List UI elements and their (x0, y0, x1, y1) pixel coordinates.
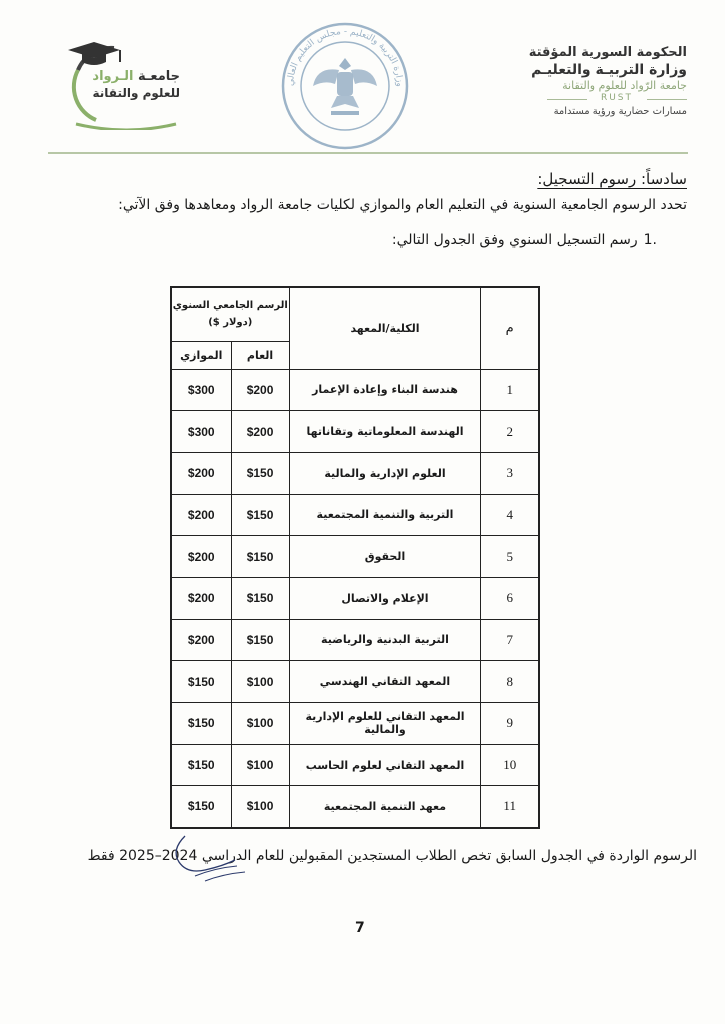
rust-row (487, 93, 687, 105)
table-row (171, 619, 539, 661)
table-row (171, 703, 539, 745)
row-number: 3 (481, 452, 539, 494)
row-number: 7 (481, 619, 539, 661)
header-org-block (487, 44, 687, 119)
row-faculty: التربية البدنية والرياضية (289, 619, 481, 661)
table-row (171, 452, 539, 494)
ministry-seal-icon (275, 16, 415, 156)
header-annual-fee: الرسم الجامعي السنوي (دولار $) (171, 287, 289, 341)
list-item-number: .1 (643, 232, 657, 248)
ministry-name: وزارة التربيـة والتعليـم (531, 62, 687, 78)
row-public-fee: $100 (231, 744, 289, 786)
handwritten-signature-icon (165, 832, 260, 884)
table-row (171, 786, 539, 828)
row-parallel-fee: $200 (171, 577, 231, 619)
row-faculty: معهد التنمية المجتمعية (289, 786, 481, 828)
fees-table (170, 286, 540, 829)
section-title: سادساً: رسوم التسجيل: (537, 170, 687, 188)
list-item-text: رسم التسجيل السنوي وفق الجدول التالي: (391, 232, 638, 248)
row-faculty: الإعلام والاتصال (289, 577, 481, 619)
row-parallel-fee: $200 (171, 536, 231, 578)
row-parallel-fee: $200 (171, 494, 231, 536)
table-row (171, 536, 539, 578)
row-faculty: الهندسة المعلوماتية وتقاناتها (289, 411, 481, 453)
logo-wordmark (80, 68, 180, 101)
row-public-fee: $100 (231, 786, 289, 828)
row-parallel-fee: $300 (171, 369, 231, 411)
university-name: جامعة الرّواد للعلوم والتقانة (562, 79, 687, 92)
row-public-fee: $200 (231, 411, 289, 453)
seal-text: وزارة التربية والتعليم - مجلس التعليم العالي (285, 26, 405, 87)
row-number: 11 (481, 786, 539, 828)
header-faculty: الكلية/المعهد (289, 287, 481, 369)
table-row (171, 369, 539, 411)
rust-divider-right (647, 99, 687, 100)
row-parallel-fee: $150 (171, 744, 231, 786)
row-parallel-fee: $150 (171, 786, 231, 828)
header-divider (48, 152, 688, 154)
logo-line-1: جامعـة الـرواد (92, 69, 180, 84)
table-header-row (171, 287, 539, 341)
row-parallel-fee: $150 (171, 703, 231, 745)
row-faculty: العلوم الإدارية والمالية (289, 452, 481, 494)
row-number: 9 (481, 703, 539, 745)
row-faculty: الحقوق (289, 536, 481, 578)
row-faculty: التربية والتنمية المجتمعية (289, 494, 481, 536)
table-row (171, 744, 539, 786)
row-number: 5 (481, 536, 539, 578)
row-number: 8 (481, 661, 539, 703)
row-public-fee: $150 (231, 619, 289, 661)
row-number: 1 (481, 369, 539, 411)
row-public-fee: $150 (231, 494, 289, 536)
list-item-1 (392, 232, 657, 248)
header-parallel: الموازي (171, 341, 231, 369)
row-public-fee: $150 (231, 577, 289, 619)
header-public: العام (231, 341, 289, 369)
page-number: 7 (355, 920, 365, 936)
row-public-fee: $100 (231, 703, 289, 745)
intro-paragraph: تحدد الرسوم الجامعية السنوية في التعليم العام والموازي لكليات جامعة الرواد ومعاهدها وفق الآتي: (118, 197, 687, 213)
row-faculty: المعهد التقاني الهندسي (289, 661, 481, 703)
row-faculty: المعهد التقاني للعلوم الإدارية والمالية (289, 703, 481, 745)
government-name: الحكومة السورية المؤقتة (528, 45, 687, 60)
table-row (171, 661, 539, 703)
table-row (171, 411, 539, 453)
row-parallel-fee: $300 (171, 411, 231, 453)
row-parallel-fee: $200 (171, 452, 231, 494)
tagline: مسارات حضارية ورؤية مستدامة (553, 106, 687, 117)
row-public-fee: $100 (231, 661, 289, 703)
row-faculty: هندسة البناء وإعادة الإعمار (289, 369, 481, 411)
row-parallel-fee: $150 (171, 661, 231, 703)
logo-line-2: للعلوم والتقانة (92, 86, 180, 100)
row-public-fee: $200 (231, 369, 289, 411)
row-parallel-fee: $200 (171, 619, 231, 661)
row-public-fee: $150 (231, 452, 289, 494)
row-number: 10 (481, 744, 539, 786)
rust-divider-left (547, 99, 587, 100)
table-row (171, 494, 539, 536)
header-number: م (481, 287, 539, 369)
rust-acronym: RUST (600, 93, 634, 103)
table-row (171, 577, 539, 619)
row-number: 4 (481, 494, 539, 536)
row-number: 2 (481, 411, 539, 453)
footer-note: الرسوم الواردة في الجدول السابق تخص الطلاب المستجدين المقبولين للعام الدراسي 2024–2025 فقط (87, 848, 697, 864)
row-faculty: المعهد التقاني لعلوم الحاسب (289, 744, 481, 786)
row-public-fee: $150 (231, 536, 289, 578)
row-number: 6 (481, 577, 539, 619)
